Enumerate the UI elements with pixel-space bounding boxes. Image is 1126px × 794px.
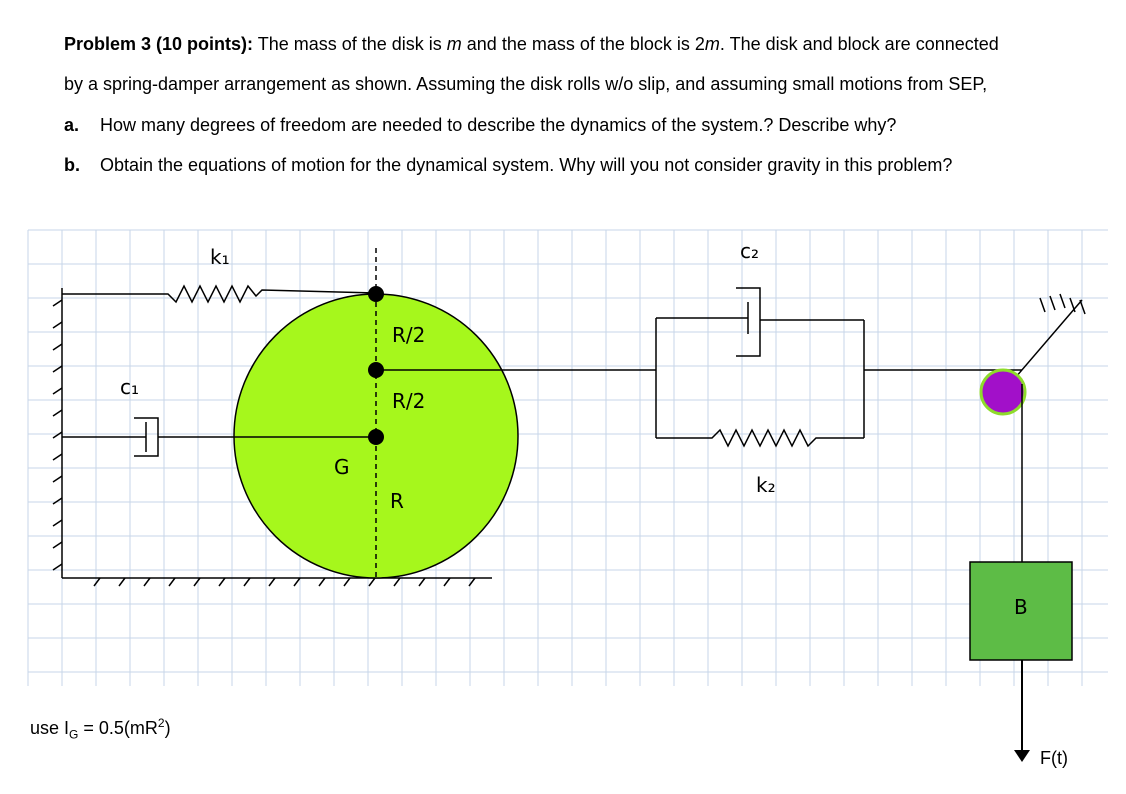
spring-k1 bbox=[62, 286, 376, 302]
problem-text-1a: The mass of the disk is bbox=[253, 34, 447, 54]
label-block-b: B bbox=[1014, 595, 1028, 619]
problem-line-2: by a spring-damper arrangement as shown. Assuming the disk rolls w/o slip, and assuming small motions from SEP, bbox=[64, 74, 988, 94]
attachment-point-top bbox=[368, 286, 384, 302]
label-k2: k₂ bbox=[756, 473, 776, 497]
damper-c2 bbox=[656, 288, 864, 438]
inertia-note-sub: G bbox=[69, 727, 79, 742]
question-a-text: How many degrees of freedom are needed to describe the dynamics of the system.? Describe why? bbox=[100, 115, 897, 135]
label-c2: c₂ bbox=[740, 239, 760, 263]
force-label: F(t) bbox=[1040, 748, 1068, 768]
inertia-note-prefix: use I bbox=[30, 718, 70, 738]
label-r-half-mid: R/2 bbox=[392, 389, 426, 413]
mass-symbol-block: m bbox=[704, 34, 720, 54]
center-point-g bbox=[368, 429, 384, 445]
label-r: R bbox=[390, 489, 404, 513]
label-r-half-top: R/2 bbox=[392, 323, 426, 347]
label-k1: k₁ bbox=[210, 245, 230, 269]
problem-text-1b: and the mass of the block is 2 bbox=[461, 34, 705, 54]
mass-symbol-disk: m bbox=[446, 34, 462, 54]
pulley bbox=[981, 370, 1025, 414]
problem-title: Problem 3 (10 points): bbox=[64, 34, 254, 54]
inertia-note bbox=[30, 716, 171, 742]
label-g: G bbox=[334, 455, 350, 479]
ground bbox=[62, 578, 492, 586]
inertia-note-mid: = 0.5(mR bbox=[78, 718, 158, 738]
question-a-label: a. bbox=[64, 115, 80, 135]
inertia-note-sup: 2 bbox=[157, 716, 165, 730]
question-b-text: Obtain the equations of motion for the dynamical system. Why will you not consider gravity in this problem? bbox=[100, 155, 953, 175]
spring-k2 bbox=[656, 430, 864, 446]
problem-text-1c: . The disk and block are connected bbox=[719, 34, 999, 54]
label-c1: c₁ bbox=[120, 375, 140, 399]
attachment-point-mid bbox=[368, 362, 384, 378]
force-arrow bbox=[1014, 660, 1030, 762]
inertia-note-suffix: ) bbox=[164, 718, 171, 738]
question-b-label: b. bbox=[64, 155, 80, 175]
